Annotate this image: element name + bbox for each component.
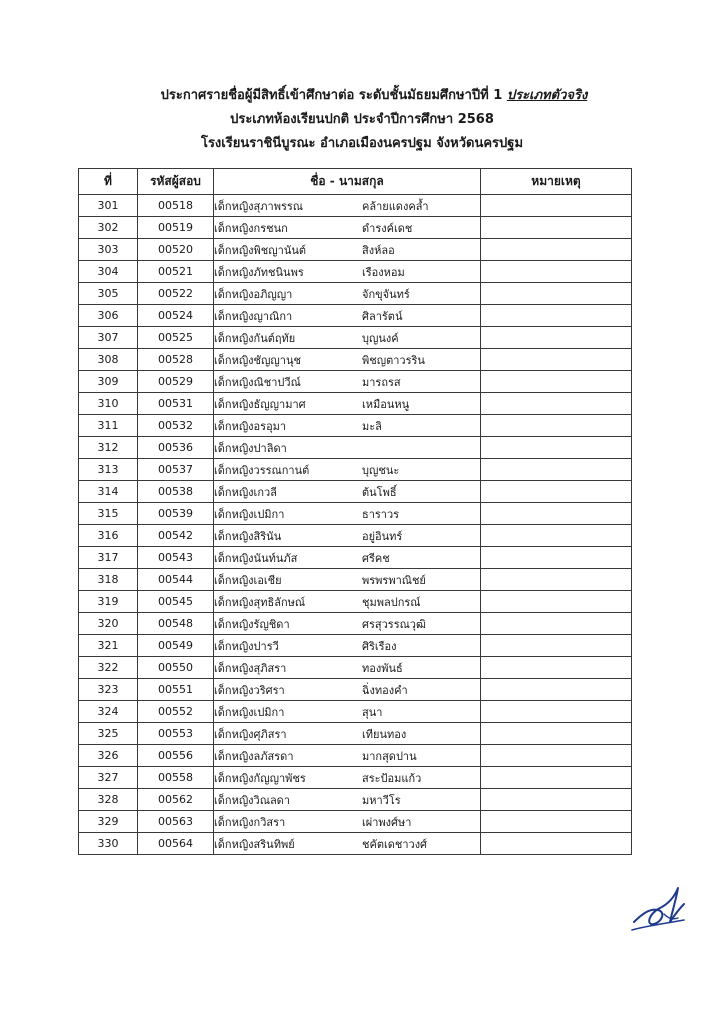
exam-id: 00537 [138,459,214,481]
exam-id: 00524 [138,305,214,327]
table-row [79,635,632,657]
last-name: ดำรงค์เดช [362,221,413,235]
exam-id: 00531 [138,393,214,415]
table-row [79,503,632,525]
exam-id: 00563 [138,811,214,833]
exam-id: 00558 [138,767,214,789]
exam-id: 00521 [138,261,214,283]
student-name [214,195,481,217]
table-row [79,459,632,481]
last-name: บุญชนะ [362,463,400,477]
first-name: เด็กหญิงชัญญานุช [214,353,301,367]
exam-id: 00564 [138,833,214,855]
exam-id: 00552 [138,701,214,723]
first-name: เด็กหญิงปารวี [214,639,279,653]
first-name: เด็กหญิงอภิญญา [214,287,293,301]
remarks [481,349,632,371]
table-row [79,195,632,217]
student-name [214,481,481,503]
announcement-title-main: ประกาศรายชื่อผู้มีสิทธิ์เข้าศึกษาต่อ ระดับชั้นมัธยมศึกษาปีที่ 1 [160,88,503,103]
first-name: เด็กหญิงรัญชิดา [214,617,290,631]
row-number: 310 [79,393,138,415]
last-name: คล้ายแดงคล้ำ [362,199,429,213]
first-name: เด็กหญิงนันท์นภัส [214,551,298,565]
remarks [481,283,632,305]
row-number: 325 [79,723,138,745]
first-name: เด็กหญิงกันต์ฤทัย [214,331,296,345]
last-name: ธาราวร [362,507,400,521]
first-name: เด็กหญิงกรชนก [214,221,288,235]
row-number: 322 [79,657,138,679]
table-row [79,789,632,811]
column-header-number: ที่ [79,169,138,195]
remarks [481,657,632,679]
exam-id: 00536 [138,437,214,459]
remarks [481,789,632,811]
row-number: 303 [79,239,138,261]
table-row [79,833,632,855]
table-row [79,613,632,635]
last-name: ชุมพลปกรณ์ [362,595,421,609]
table-row [79,327,632,349]
last-name: ศรีคช [362,551,390,565]
first-name: เด็กหญิงณิชาปวีณ์ [214,375,301,389]
school-name-line: โรงเรียนราชินีบูรณะ อำเภอเมืองนครปฐม จังหวัดนครปฐม [200,136,524,151]
first-name: เด็กหญิงสรินทิพย์ [214,837,295,851]
table-header-row [79,169,632,195]
last-name: สิงห์ลอ [362,243,395,257]
row-number: 311 [79,415,138,437]
remarks [481,327,632,349]
table-row [79,415,632,437]
exam-id: 00545 [138,591,214,613]
row-number: 309 [79,371,138,393]
table-row [79,525,632,547]
row-number: 330 [79,833,138,855]
row-number: 306 [79,305,138,327]
exam-id: 00532 [138,415,214,437]
remarks [481,371,632,393]
table-row [79,305,632,327]
remarks [481,217,632,239]
remarks [481,481,632,503]
row-number: 304 [79,261,138,283]
remarks [481,613,632,635]
student-name [214,833,481,855]
table-row [79,723,632,745]
remarks [481,833,632,855]
student-name [214,261,481,283]
exam-id: 00553 [138,723,214,745]
exam-id: 00539 [138,503,214,525]
remarks [481,701,632,723]
table-row [79,437,632,459]
first-name: เด็กหญิงกัญญาพัชร [214,771,306,785]
first-name: เด็กหญิงสุภาพรรณ [214,199,303,213]
exam-id: 00544 [138,569,214,591]
row-number: 315 [79,503,138,525]
remarks [481,525,632,547]
first-name: เด็กหญิงสุภิสรา [214,661,287,675]
exam-id: 00549 [138,635,214,657]
first-name: เด็กหญิงวิณลดา [214,793,291,807]
student-name [214,591,481,613]
row-number: 323 [79,679,138,701]
student-name [214,393,481,415]
first-name: เด็กหญิงปาลิดา [214,441,287,455]
table-row [79,701,632,723]
last-name: บุญนงค์ [362,331,399,345]
row-number: 328 [79,789,138,811]
first-name: เด็กหญิงธัญญามาศ [214,397,306,411]
student-name [214,767,481,789]
student-roster-table [78,168,632,855]
exam-id: 00556 [138,745,214,767]
student-name [214,745,481,767]
exam-id: 00562 [138,789,214,811]
row-number: 308 [79,349,138,371]
remarks [481,437,632,459]
table-row [79,217,632,239]
remarks [481,547,632,569]
first-name: เด็กหญิงอรอุมา [214,419,287,433]
row-number: 329 [79,811,138,833]
student-name [214,657,481,679]
remarks [481,723,632,745]
remarks [481,239,632,261]
first-name: เด็กหญิงพิชญานันต์ [214,243,307,257]
remarks [481,767,632,789]
exam-id: 00519 [138,217,214,239]
remarks [481,679,632,701]
first-name: เด็กหญิงสุทธิลักษณ์ [214,595,306,609]
admission-type-label: ประเภทตัวจริง [506,88,588,103]
first-name: เด็กหญิงวริศรา [214,683,285,697]
exam-id: 00525 [138,327,214,349]
last-name: มากสุดปาน [362,749,417,763]
first-name: เด็กหญิงวรรณกานต์ [214,463,310,477]
last-name: พิชญตาวรริน [362,353,425,367]
table-row [79,393,632,415]
exam-id: 00550 [138,657,214,679]
exam-id: 00538 [138,481,214,503]
remarks [481,459,632,481]
row-number: 319 [79,591,138,613]
last-name: ศิลารัตน์ [362,309,403,323]
table-row [79,657,632,679]
last-name: ฉิ่งทองคำ [362,683,408,697]
student-name [214,811,481,833]
row-number: 327 [79,767,138,789]
handwritten-signature-icon [628,878,690,938]
exam-id: 00528 [138,349,214,371]
student-name [214,569,481,591]
table-row [79,261,632,283]
student-name [214,283,481,305]
student-name [214,437,481,459]
first-name: เด็กหญิงเปมิกา [214,507,285,521]
exam-id: 00522 [138,283,214,305]
table-row [79,239,632,261]
student-name [214,305,481,327]
last-name: ชคัตเดชาวงศ์ [362,837,428,851]
student-name [214,525,481,547]
first-name: เด็กหญิงเปมิกา [214,705,285,719]
exam-id: 00551 [138,679,214,701]
remarks [481,393,632,415]
last-name: อยู่อินทร์ [362,529,403,543]
student-name [214,239,481,261]
row-number: 312 [79,437,138,459]
row-number: 301 [79,195,138,217]
row-number: 317 [79,547,138,569]
row-number: 321 [79,635,138,657]
document-header [0,84,724,156]
remarks [481,415,632,437]
student-name [214,503,481,525]
table-body [79,195,632,855]
student-name [214,415,481,437]
exam-id: 00518 [138,195,214,217]
student-name [214,723,481,745]
classroom-type-line: ประเภทห้องเรียนปกติ ประจำปีการศึกษา 2568 [230,112,494,127]
remarks [481,261,632,283]
last-name: เทียนทอง [362,727,407,741]
row-number: 305 [79,283,138,305]
first-name: เด็กหญิงลภัสรดา [214,749,294,763]
last-name: สระป้อมแก้ว [362,771,422,785]
remarks [481,745,632,767]
table-row [79,371,632,393]
last-name: ศิริเรือง [362,639,397,653]
first-name: เด็กหญิงศุภิสรา [214,727,287,741]
exam-id: 00548 [138,613,214,635]
table-row [79,569,632,591]
exam-id: 00542 [138,525,214,547]
table-row [79,547,632,569]
column-header-remarks: หมายเหตุ [481,169,632,195]
last-name: ต้นโพธิ์ [362,485,397,499]
table-row [79,283,632,305]
student-name [214,789,481,811]
remarks [481,811,632,833]
row-number: 324 [79,701,138,723]
column-header-full-name: ชื่อ - นามสกุล [214,169,481,195]
remarks [481,569,632,591]
exam-id: 00529 [138,371,214,393]
student-name [214,679,481,701]
last-name: จักขุจันทร์ [362,287,410,301]
first-name: เด็กหญิงเอเชีย [214,573,282,587]
table-row [79,767,632,789]
first-name: เด็กหญิงสิรินัน [214,529,282,543]
row-number: 316 [79,525,138,547]
remarks [481,503,632,525]
announcement-title [12,84,724,108]
student-name [214,635,481,657]
last-name: มะลิ [362,419,382,433]
row-number: 318 [79,569,138,591]
student-name [214,327,481,349]
table-row [79,745,632,767]
table-row [79,591,632,613]
row-number: 320 [79,613,138,635]
first-name: เด็กหญิงเกวลี [214,485,277,499]
last-name: มหาวีโร [362,793,401,807]
last-name: สุนา [362,705,383,719]
first-name: เด็กหญิงญาณิกา [214,309,293,323]
first-name: เด็กหญิงภัทชนินพร [214,265,304,279]
column-header-exam-id: รหัสผู้สอบ [138,169,214,195]
remarks [481,305,632,327]
last-name: มารถรส [362,375,401,389]
remarks [481,195,632,217]
student-name [214,371,481,393]
table-row [79,811,632,833]
student-name [214,459,481,481]
remarks [481,635,632,657]
last-name: เหมือนหนู [362,397,410,411]
last-name: ทองพันธ์ [362,661,403,675]
exam-id: 00543 [138,547,214,569]
student-name [214,613,481,635]
table-row [79,679,632,701]
table-row [79,481,632,503]
student-name [214,547,481,569]
student-name [214,349,481,371]
student-name [214,217,481,239]
row-number: 326 [79,745,138,767]
exam-id: 00520 [138,239,214,261]
last-name: ศรสุวรรณวุฒิ [362,617,426,631]
first-name: เด็กหญิงกวิสรา [214,815,286,829]
row-number: 302 [79,217,138,239]
table-row [79,349,632,371]
student-name [214,701,481,723]
row-number: 307 [79,327,138,349]
remarks [481,591,632,613]
row-number: 313 [79,459,138,481]
last-name: เผ่าพงศ์ษา [362,815,412,829]
row-number: 314 [79,481,138,503]
last-name: พรพรพาณิชย์ [362,573,426,587]
last-name: เรืองหอม [362,265,405,279]
